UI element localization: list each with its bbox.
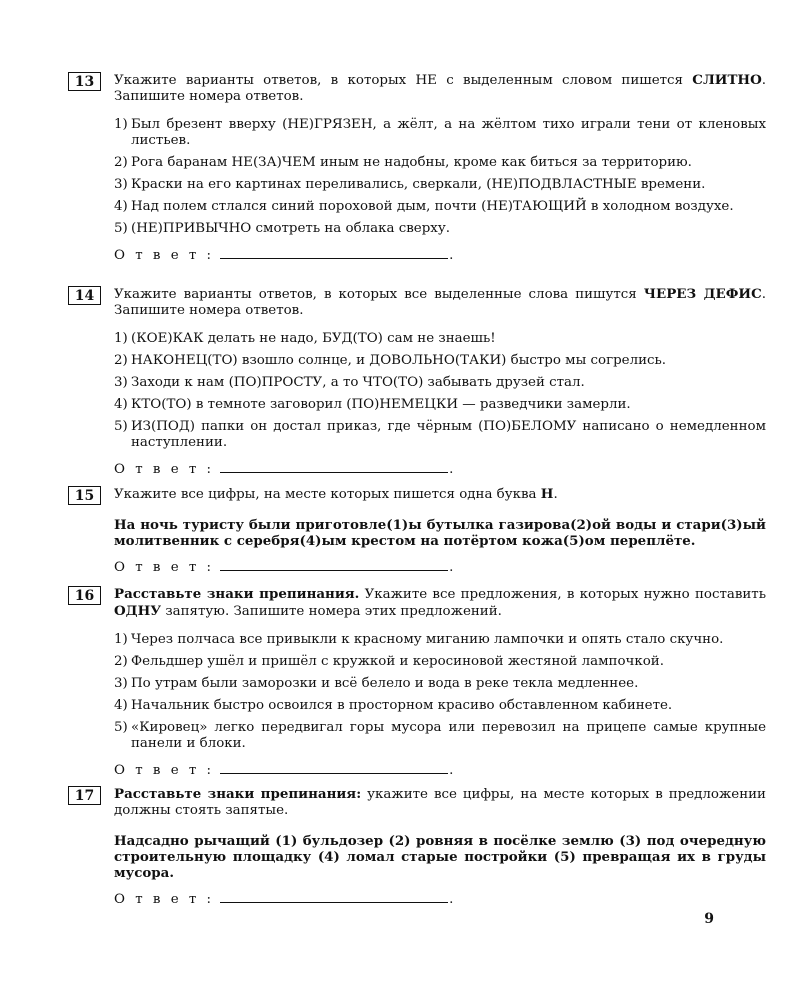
answer-field[interactable]: О т в е т : . [114, 560, 454, 575]
list-item: 1) Через полчаса все привыкли к красному миганию лампочки и опять стало скучно. [114, 632, 724, 647]
answer-line[interactable] [220, 460, 448, 473]
page-number: 9 [704, 911, 714, 927]
task-instruction: Укажите варианты ответов, в которых все выделенные слова пишутся ЧЕРЕЗ ДЕФИС. Запишите номера ответов. [114, 286, 767, 318]
list-item: 5) «Кировец» легко передвигал горы мусора или перевозил на прицепе самые крупные панели и блоки. [114, 720, 766, 751]
answer-field[interactable]: О т в е т : . [114, 892, 454, 907]
task-number: 13 [68, 72, 101, 91]
options-list [114, 117, 766, 237]
list-item: 5) ИЗ(ПОД) папки он достал приказ, где чёрным (ПО)БЕЛОМУ написано о немедленном наступлении. [114, 419, 766, 450]
list-item: 4) КТО(ТО) в темноте заговорил (ПО)НЕМЕЦКИ — разведчики замерли. [114, 397, 631, 412]
task-instruction: Укажите все цифры, на месте которых пишется одна буква Н. [114, 486, 558, 502]
options-list [114, 632, 766, 752]
task-13 [68, 72, 766, 264]
answer-line[interactable] [220, 246, 448, 259]
task-14 [68, 286, 766, 478]
task-text: Надсадно рычащий (1) бульдозер (2) ровняя в посёлке землю (3) под очередную строительную площадку (4) ломал старые постройки (5) превращая их в груды мусора. [114, 833, 766, 881]
task-number: 17 [68, 786, 101, 805]
list-item: 2) НАКОНЕЦ(ТО) взошло солнце, и ДОВОЛЬНО(ТАКИ) быстро мы согрелись. [114, 353, 667, 368]
task-15 [68, 486, 766, 576]
task-instruction: Укажите варианты ответов, в которых НЕ с выделенным словом пишется СЛИТНО. Запишите номера ответов. [114, 72, 766, 104]
answer-line[interactable] [220, 761, 448, 774]
answer-field[interactable]: О т в е т : . [114, 248, 454, 263]
answer-line[interactable] [220, 558, 448, 571]
task-number: 16 [68, 586, 101, 605]
task-number: 14 [68, 286, 101, 305]
list-item: 4) Над полем стлался синий пороховой дым, почти (НЕ)ТАЮЩИЙ в холодном воздухе. [114, 199, 734, 214]
task-17 [68, 786, 766, 908]
list-item: 5) (НЕ)ПРИВЫЧНО смотреть на облака сверху. [114, 221, 450, 236]
list-item: 1) (КОЕ)КАК делать не надо, БУД(ТО) сам не знаешь! [114, 331, 496, 346]
list-item: 3) Заходи к нам (ПО)ПРОСТУ, а то ЧТО(ТО) забывать друзей стал. [114, 375, 585, 390]
options-list [114, 331, 766, 451]
answer-field[interactable]: О т в е т : . [114, 462, 454, 477]
list-item: 2) Фельдшер ушёл и пришёл с кружкой и керосиновой жестяной лампочкой. [114, 654, 664, 669]
task-16 [68, 586, 766, 779]
task-text: На ночь туристу были приготовле(1)ы бутылка газирова(2)ой воды и стари(3)ый молитвенник с серебря(4)ым крестом на потёртом кожа(5)ом переплёте. [114, 517, 766, 549]
list-item: 2) Рога баранам НЕ(ЗА)ЧЕМ иным не надобны, кроме как биться за территорию. [114, 155, 692, 170]
answer-line[interactable] [220, 890, 448, 903]
task-number: 15 [68, 486, 101, 505]
task-instruction: Расставьте знаки препинания: укажите все цифры, на месте которых в предложении должны стоять запятые. [114, 786, 766, 818]
list-item: 1) Был брезент вверху (НЕ)ГРЯЗЕН, а жёлт, а на жёлтом тихо играли тени от кленовых листьев. [114, 117, 766, 148]
answer-field[interactable]: О т в е т : . [114, 763, 454, 778]
list-item: 3) По утрам были заморозки и всё белело и вода в реке текла медленнее. [114, 676, 639, 691]
list-item: 4) Начальник быстро освоился в просторном красиво обставленном кабинете. [114, 698, 673, 713]
task-instruction: Расставьте знаки препинания. Укажите все предложения, в которых нужно поставить ОДНУ запятую. Запишите номера этих предложений. [114, 586, 766, 619]
list-item: 3) Краски на его картинах переливались, сверкали, (НЕ)ПОДВЛАСТНЫЕ времени. [114, 177, 706, 192]
